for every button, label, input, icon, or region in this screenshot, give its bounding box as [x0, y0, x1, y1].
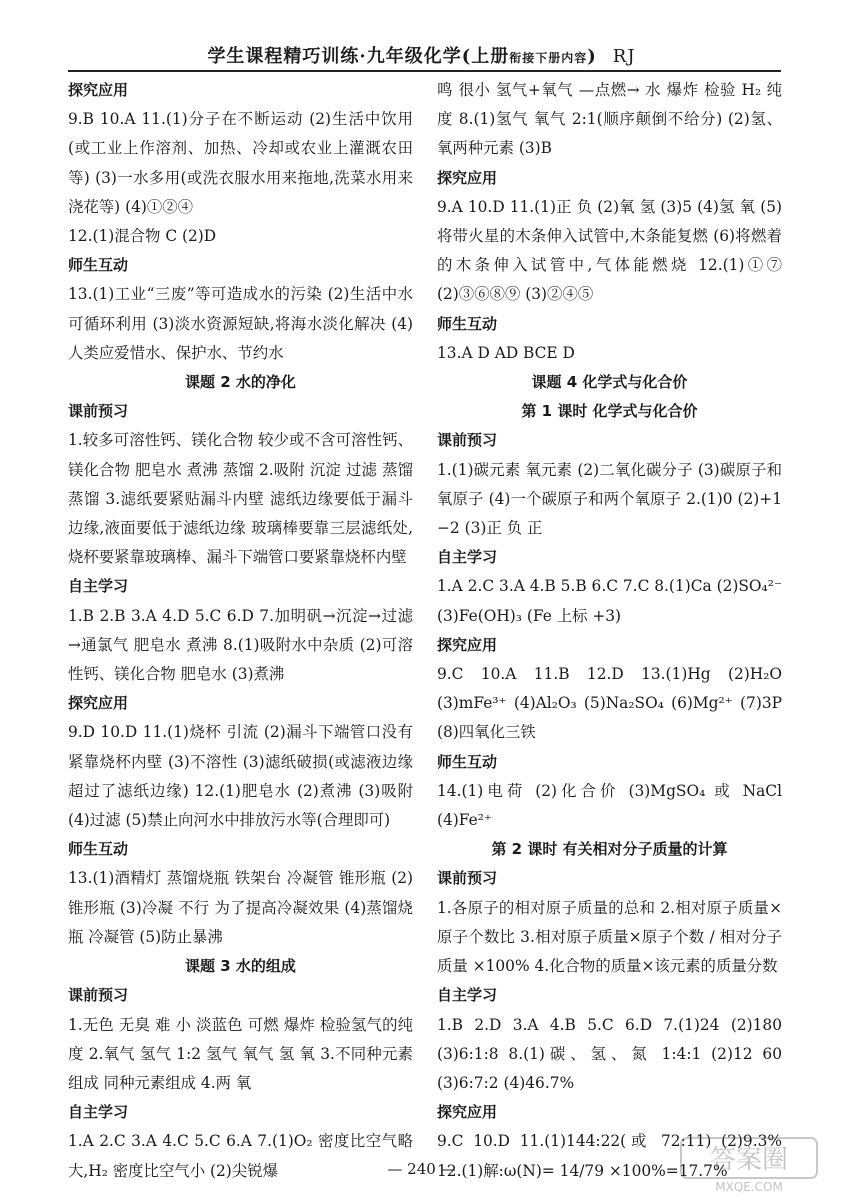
section-heading: 师生互动	[437, 314, 498, 333]
answer-paragraph: 14.(1)电荷 (2)化合价 (3)MgSO₄ 或 NaCl (4)Fe²⁺	[437, 781, 782, 830]
answer-paragraph: 13.A D AD BCE D	[437, 343, 575, 362]
header-title-small: 衔接下册内容	[509, 51, 588, 65]
topic-title: 课题 4 化学式与化合价	[531, 373, 688, 392]
svg-text:MXQE.COM: MXQE.COM	[715, 1180, 783, 1194]
section-heading: 探究应用	[437, 168, 498, 187]
watermark-logo	[679, 1136, 819, 1194]
answer-paragraph: 鸣 很小 氢气+氧气 —点燃→ 水 爆炸 检验 H₂ 纯度 8.(1)氢气 氧气 2:1(顺序颠倒不给分) (2)氢、氧两种元素 (3)B	[437, 81, 782, 158]
topic-title: 课题 2 水的净化	[185, 373, 296, 392]
answer-paragraph: 1.(1)碳元素 氧元素 (2)二氧化碳分子 (3)碳原子和氧原子 (4)一个碳原子和两个氧原子 2.(1)0 (2)+1 −2 (3)正 负 正	[437, 460, 782, 538]
section-heading: 探究应用	[68, 694, 129, 713]
answer-paragraph: 1.A 2.C 3.A 4.C 5.C 6.A 7.(1)O₂ 密度比空气略大,H₂ 密度比空气小 (2)尖锐爆	[68, 1132, 413, 1180]
header-title-close: )	[587, 46, 597, 67]
section-heading: 自主学习	[68, 1103, 129, 1122]
section-heading: 课前预习	[68, 402, 129, 421]
answer-paragraph: 1.无色 无臭 难 小 淡蓝色 可燃 爆炸 检验氢气的纯度 2.氧气 氢气 1:2 氢气 氧气 氢 氧 3.不同种元素组成 同种元素组成 4.两 氧	[68, 1015, 413, 1092]
section-heading: 课前预习	[437, 431, 498, 450]
svg-text:答案圈: 答案圈	[709, 1145, 789, 1175]
answer-paragraph: 9.D 10.D 11.(1)烧杯 引流 (2)漏斗下端管口没有紧靠烧杯内壁 (3)不溶性 (3)滤纸破损(或滤液边缘超过了滤纸边缘) 12.(1)肥皂水 (2)煮沸 (3)吸附 (4)过滤 (5)禁止向河水中排放污水等(合理即可)	[68, 723, 413, 830]
answer-paragraph: 1.B 2.D 3.A 4.B 5.C 6.D 7.(1)24 (2)180 (3)6:1:8 8.(1)碳、氢、氮 1:4:1 (2)12 60 (3)6:7:2 (4)46.7%	[437, 1015, 782, 1092]
section-heading: 探究应用	[437, 635, 498, 654]
section-heading: 探究应用	[68, 81, 129, 99]
section-heading: 师生互动	[68, 840, 129, 859]
section-heading: 自主学习	[437, 986, 498, 1005]
answer-paragraph: 13.(1)工业“三废”等可造成水的污染 (2)生活中水可循环利用 (3)淡水资源短缺,将海水淡化解决 (4)人类应爱惜水、保护水、节约水	[68, 285, 413, 362]
answer-paragraph: 9.C 10.A 11.B 12.D 13.(1)Hg (2)H₂O (3)mFe³⁺ (4)Al₂O₃ (5)Na₂SO₄ (6)Mg²⁺ (7)3P (8)四氧化三铁	[437, 665, 782, 742]
section-heading: 师生互动	[68, 256, 129, 275]
answer-paragraph: 12.(1)混合物 C (2)D	[68, 227, 217, 246]
topic-title: 第 1 课时 化学式与化合价	[521, 402, 698, 421]
section-heading: 师生互动	[437, 752, 498, 771]
topic-title: 课题 3 水的组成	[185, 957, 296, 976]
left-column	[68, 76, 413, 1186]
topic-title: 第 2 课时 有关相对分子质量的计算	[491, 840, 728, 859]
answer-paragraph: 1.各原子的相对原子质量的总和 2.相对原子质量×原子个数比 3.相对原子质量×原子个数 / 相对分子质量 ×100% 4.化合物的质量×该元素的质量分数	[437, 898, 782, 976]
section-heading: 探究应用	[437, 1103, 498, 1122]
answer-paragraph: 9.B 10.A 11.(1)分子在不断运动 (2)生活中饮用(或工业上作溶剂、加热、冷却或农业上灌溉农田等) (3)一水多用(或洗衣服水用来拖地,洗菜水用来浇花等) (4)①②④	[68, 110, 413, 216]
answer-paragraph: 9.A 10.D 11.(1)正 负 (2)氧 氢 (3)5 (4)氢 氧 (5)将带火星的木条伸入试管中,木条能复燃 (6)将燃着的木条伸入试管中,气体能燃烧 12.(1)①⑦ (2)③⑥⑧⑨ (3)②④⑤	[437, 197, 782, 304]
answer-paragraph: 1.B 2.B 3.A 4.D 5.C 6.D 7.加明矾→沉淀→过滤→通氯气 肥皂水 煮沸 8.(1)吸附水中杂质 (2)可溶性钙、镁化合物 肥皂水 (3)煮沸	[68, 606, 413, 684]
section-heading: 自主学习	[437, 548, 498, 567]
answer-paragraph: 1.A 2.C 3.A 4.B 5.B 6.C 7.C 8.(1)Ca (2)SO₄²⁻ (3)Fe(OH)₃ (Fe 上标 +3)	[437, 577, 782, 625]
section-heading: 课前预习	[68, 986, 129, 1005]
right-column	[437, 76, 782, 1186]
answer-paragraph: 1.较多可溶性钙、镁化合物 较少或不含可溶性钙、镁化合物 肥皂水 煮沸 蒸馏 2.吸附 沉淀 过滤 蒸馏 蒸馏 3.滤纸要紧贴漏斗内壁 滤纸边缘要低于漏斗边缘,液面要低于滤纸边缘 玻璃棒要靠三层滤纸处,烧杯要紧靠玻璃棒、漏斗下端管口要紧靠烧杯内壁	[68, 431, 413, 567]
running-header	[0, 42, 843, 68]
answer-paragraph: 13.(1)酒精灯 蒸馏烧瓶 铁架台 冷凝管 锥形瓶 (2)锥形瓶 (3)冷凝 不行 为了提高冷凝效果 (4)蒸馏烧瓶 冷凝管 (5)防止暴沸	[68, 869, 413, 946]
page-number: — 240 —	[387, 1160, 456, 1178]
header-code: RJ	[612, 46, 636, 67]
section-heading: 课前预习	[437, 869, 498, 888]
answer-paragraph: 9.C 10.D 11.(1)144:22(或 72:11) (2)9.3% 12.(1)解:ω(N)= 14/79 ×100%=17.7%	[437, 1132, 782, 1180]
header-title: 学生课程精巧训练·九年级化学(上册	[207, 46, 510, 67]
header-rule	[68, 70, 781, 72]
section-heading: 自主学习	[68, 577, 129, 596]
watermark-stamp-icon	[679, 1136, 819, 1194]
